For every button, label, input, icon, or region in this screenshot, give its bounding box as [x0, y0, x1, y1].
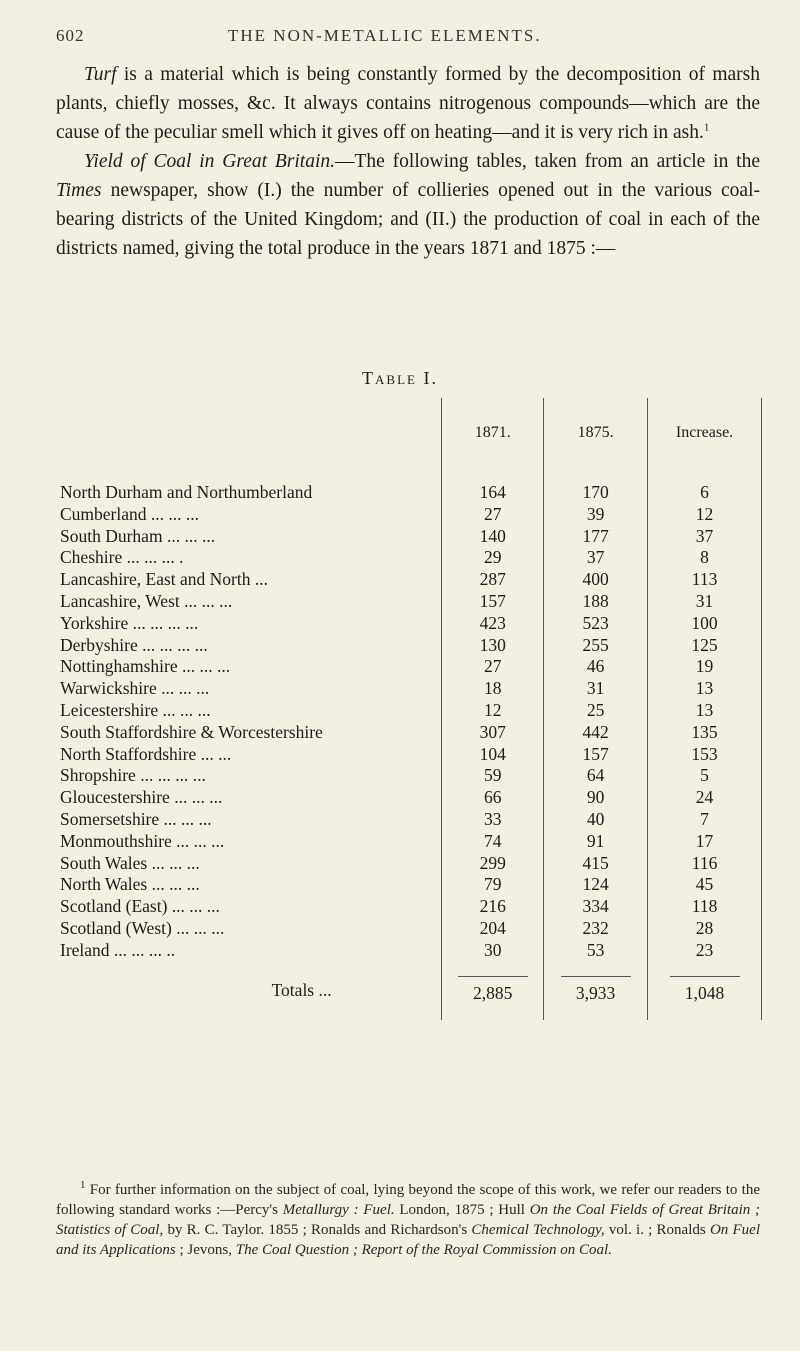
table-row [42, 853, 762, 875]
value-1875-cell: 39 [544, 504, 648, 526]
table-row [42, 526, 762, 548]
totals-increase-cell [648, 962, 762, 1020]
value-1871-cell: 204 [442, 918, 544, 940]
table-row [42, 591, 762, 613]
table-row [42, 896, 762, 918]
value-1875-cell: 124 [544, 874, 648, 896]
district-cell: Scotland (West) ... ... ... [42, 918, 442, 940]
footnote-part: For further information on the subject of coal, lying beyond the scope of this work, we refer our readers to the following standard works :—Percy's [56, 1182, 760, 1218]
header-district [42, 398, 442, 468]
increase-cell: 100 [648, 613, 762, 635]
increase-cell: 23 [648, 940, 762, 962]
table-row [42, 809, 762, 831]
district-cell: South Durham ... ... ... [42, 526, 442, 548]
yield-text-1: —The following tables, taken from an article in the [335, 151, 761, 172]
table-row [42, 700, 762, 722]
value-1871-cell: 157 [442, 591, 544, 613]
value-1871-cell: 12 [442, 700, 544, 722]
header-increase: Increase. [648, 398, 762, 468]
footnote-mark: 1 [80, 1179, 86, 1191]
value-1875-cell: 37 [544, 547, 648, 569]
increase-cell: 13 [648, 700, 762, 722]
table-row [42, 635, 762, 657]
increase-cell: 6 [648, 482, 762, 504]
value-1875-cell: 40 [544, 809, 648, 831]
increase-cell: 45 [648, 874, 762, 896]
table-row [42, 787, 762, 809]
district-cell: North Wales ... ... ... [42, 874, 442, 896]
footnote-work: On Fuel and its Applications [56, 1222, 760, 1258]
value-1871-cell: 287 [442, 569, 544, 591]
increase-cell: 125 [648, 635, 762, 657]
totals-increase: 1,048 [670, 976, 740, 1005]
totals-1871-cell [442, 962, 544, 1020]
running-title: THE NON-METALLIC ELEMENTS. [228, 26, 542, 45]
table-row [42, 831, 762, 853]
value-1871-cell: 104 [442, 744, 544, 766]
increase-cell: 118 [648, 896, 762, 918]
increase-cell: 113 [648, 569, 762, 591]
table-row [42, 940, 762, 962]
table-caption: Table I. [362, 368, 438, 388]
value-1871-cell: 27 [442, 656, 544, 678]
increase-cell: 37 [648, 526, 762, 548]
increase-cell: 13 [648, 678, 762, 700]
district-cell: South Wales ... ... ... [42, 853, 442, 875]
totals-1875-cell [544, 962, 648, 1020]
value-1871-cell: 130 [442, 635, 544, 657]
district-cell: Shropshire ... ... ... ... [42, 765, 442, 787]
district-cell: Nottinghamshire ... ... ... [42, 656, 442, 678]
running-head [56, 26, 760, 50]
footnote-work: On the Coal Fields of Great Britain ; Statistics of Coal, [56, 1202, 761, 1238]
district-cell: Warwickshire ... ... ... [42, 678, 442, 700]
table-row [42, 482, 762, 504]
footnote-part: London, 1875 ; Hull [394, 1202, 530, 1218]
value-1875-cell: 90 [544, 787, 648, 809]
table-row [42, 744, 762, 766]
value-1871-cell: 79 [442, 874, 544, 896]
table-row [42, 678, 762, 700]
table-row [42, 918, 762, 940]
body-text [56, 60, 760, 263]
spacer-cell [42, 468, 442, 482]
table-header-row [42, 398, 762, 468]
yield-text-2: newspaper, show (I.) the number of collieries opened out in the various coal-bearing districts of the United Kingdom; and (II.) the production of coal in each of the districts named, giving the total produce in the years 1871 and 1875 :— [56, 180, 760, 259]
spacer-cell [648, 468, 762, 482]
table-row [42, 613, 762, 635]
table-row [42, 547, 762, 569]
table-row [42, 765, 762, 787]
increase-cell: 28 [648, 918, 762, 940]
district-cell: Cumberland ... ... ... [42, 504, 442, 526]
yield-heading: Yield of Coal in Great Britain. [84, 151, 336, 172]
district-cell: South Staffordshire & Worcestershire [42, 722, 442, 744]
table-row [42, 569, 762, 591]
totals-row [42, 962, 762, 1020]
district-cell: Leicestershire ... ... ... [42, 700, 442, 722]
footnote-part: ; Jevons, [175, 1242, 236, 1258]
value-1871-cell: 307 [442, 722, 544, 744]
value-1871-cell: 33 [442, 809, 544, 831]
value-1875-cell: 334 [544, 896, 648, 918]
footnote-part: vol. i. ; Ronalds [604, 1222, 710, 1238]
district-cell: Ireland ... ... ... .. [42, 940, 442, 962]
value-1875-cell: 415 [544, 853, 648, 875]
value-1871-cell: 140 [442, 526, 544, 548]
page-number: 602 [56, 26, 85, 45]
yield-paragraph [56, 147, 760, 263]
increase-cell: 24 [648, 787, 762, 809]
value-1875-cell: 177 [544, 526, 648, 548]
value-1875-cell: 232 [544, 918, 648, 940]
value-1871-cell: 18 [442, 678, 544, 700]
district-cell: North Staffordshire ... ... [42, 744, 442, 766]
value-1875-cell: 400 [544, 569, 648, 591]
value-1875-cell: 25 [544, 700, 648, 722]
spacer-cell [442, 468, 544, 482]
turf-term: Turf [84, 64, 117, 85]
district-cell: Derbyshire ... ... ... ... [42, 635, 442, 657]
increase-cell: 19 [648, 656, 762, 678]
district-cell: Somersetshire ... ... ... [42, 809, 442, 831]
increase-cell: 7 [648, 809, 762, 831]
totals-1871: 2,885 [458, 976, 528, 1005]
table-row [42, 874, 762, 896]
footnote-work: Chemical Technology, [471, 1222, 605, 1238]
district-cell: Lancashire, East and North ... [42, 569, 442, 591]
value-1875-cell: 157 [544, 744, 648, 766]
footnote-part: by R. C. Taylor. 1855 ; Ronalds and Richardson's [163, 1222, 472, 1238]
value-1871-cell: 30 [442, 940, 544, 962]
value-1875-cell: 523 [544, 613, 648, 635]
value-1875-cell: 442 [544, 722, 648, 744]
district-cell: Gloucestershire ... ... ... [42, 787, 442, 809]
table-row [42, 722, 762, 744]
footnote-work: Metallurgy : Fuel. [282, 1202, 395, 1218]
increase-cell: 116 [648, 853, 762, 875]
spacer-row [42, 468, 762, 482]
value-1875-cell: 46 [544, 656, 648, 678]
district-cell: North Durham and Northumberland [42, 482, 442, 504]
value-1871-cell: 423 [442, 613, 544, 635]
value-1871-cell: 299 [442, 853, 544, 875]
totals-label: Totals ... [42, 962, 442, 1020]
value-1871-cell: 74 [442, 831, 544, 853]
value-1875-cell: 188 [544, 591, 648, 613]
district-cell: Scotland (East) ... ... ... [42, 896, 442, 918]
header-1871: 1871. [442, 398, 544, 468]
table-row [42, 504, 762, 526]
district-cell: Lancashire, West ... ... ... [42, 591, 442, 613]
increase-cell: 12 [648, 504, 762, 526]
district-cell: Yorkshire ... ... ... ... [42, 613, 442, 635]
increase-cell: 5 [648, 765, 762, 787]
footnote [56, 1180, 760, 1260]
table-row [42, 656, 762, 678]
collieries-table [42, 398, 762, 1020]
spacer-cell [544, 468, 648, 482]
value-1871-cell: 164 [442, 482, 544, 504]
value-1875-cell: 255 [544, 635, 648, 657]
turf-text: is a material which is being constantly formed by the decomposition of marsh plants, chiefly mosses, &c. It always contains nitrogenous compounds—which are the cause of the peculiar smell which it gives off on heating—and it is very rich in ash. [56, 64, 760, 143]
increase-cell: 135 [648, 722, 762, 744]
value-1875-cell: 170 [544, 482, 648, 504]
value-1871-cell: 59 [442, 765, 544, 787]
increase-cell: 31 [648, 591, 762, 613]
turf-paragraph [56, 60, 760, 147]
value-1875-cell: 64 [544, 765, 648, 787]
value-1875-cell: 53 [544, 940, 648, 962]
value-1871-cell: 66 [442, 787, 544, 809]
increase-cell: 8 [648, 547, 762, 569]
increase-cell: 153 [648, 744, 762, 766]
footnote-ref: 1 [703, 121, 710, 134]
value-1871-cell: 216 [442, 896, 544, 918]
footnote-text [56, 1180, 760, 1260]
value-1871-cell: 29 [442, 547, 544, 569]
value-1875-cell: 31 [544, 678, 648, 700]
increase-cell: 17 [648, 831, 762, 853]
value-1875-cell: 91 [544, 831, 648, 853]
totals-1875: 3,933 [561, 976, 631, 1005]
footnote-work: The Coal Question ; Report of the Royal Commission on Coal. [235, 1242, 612, 1258]
district-cell: Monmouthshire ... ... ... [42, 831, 442, 853]
value-1871-cell: 27 [442, 504, 544, 526]
times-title: Times [56, 180, 102, 201]
header-1875: 1875. [544, 398, 648, 468]
district-cell: Cheshire ... ... ... . [42, 547, 442, 569]
